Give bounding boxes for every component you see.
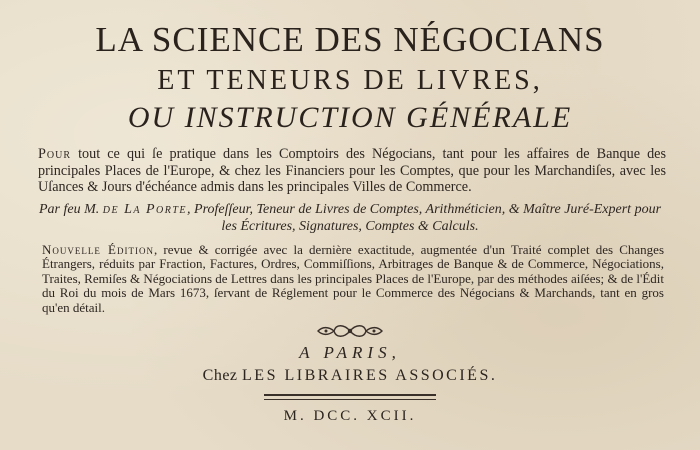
author-prefix: Par feu M. — [38, 201, 103, 217]
title-line-1: LA SCIENCE DES NÉGOCIANS — [95, 20, 605, 59]
title-line-3: OU INSTRUCTION GÉNÉRALE — [127, 101, 573, 134]
author-paragraph — [30, 201, 670, 235]
publisher-prefix: Chez — [202, 367, 243, 385]
edition-lead: Nouvelle Édition — [42, 241, 154, 257]
publisher-name: LES LIBRAIRES ASSOCIÉS. — [242, 367, 498, 385]
double-rule-divider — [264, 394, 436, 400]
edition-paragraph — [30, 243, 670, 316]
description-paragraph — [30, 146, 670, 196]
author-name: de La Porte — [102, 201, 188, 217]
description-text: tout ce qui ſe pratique dans les Comptoirs des Négocians, tant pour les affaires de Banque des principales Places de l'Europe, & chez les Financiers pour les Comptes, que pour les Marchandiſes, avec les Uſances & Jours d'échéance admis dans les principales Villes de Commerce. — [38, 146, 666, 195]
author-text: , Profeſſeur, Teneur de Livres de Comptes, Arithméticien, & Maître Juré-Expert pour les Écritures, Signatures, Comptes & Calculs. — [187, 201, 662, 234]
description-lead: Pour — [38, 146, 72, 162]
fleuron-ornament-icon — [30, 323, 670, 339]
imprint-place: A PARIS, — [299, 343, 401, 363]
edition-text: , revue & corrigée avec la dernière exactitude, augmentée d'un Traité complet des Changes Étrangers, réduits par Fraction, Factures, Ordres, Commiſſions, Arbitrages de Banque & de Commerce, Négociations, Traites, Remiſes & Négociations de Lettres dans les principales Places de l'Europe, par des méthodes aiſées; & de l'Édit du Roi du mois de Mars 1673, ſervant de Réglement pour le Commerce des Négocians & Marchands, tant en gros qu'en détail. — [42, 241, 665, 315]
imprint-date: M. DCC. XCII. — [283, 408, 417, 425]
imprint-publisher-line — [30, 365, 670, 387]
title-line-2: ET TENEURS DE LIVRES, — [157, 65, 543, 96]
